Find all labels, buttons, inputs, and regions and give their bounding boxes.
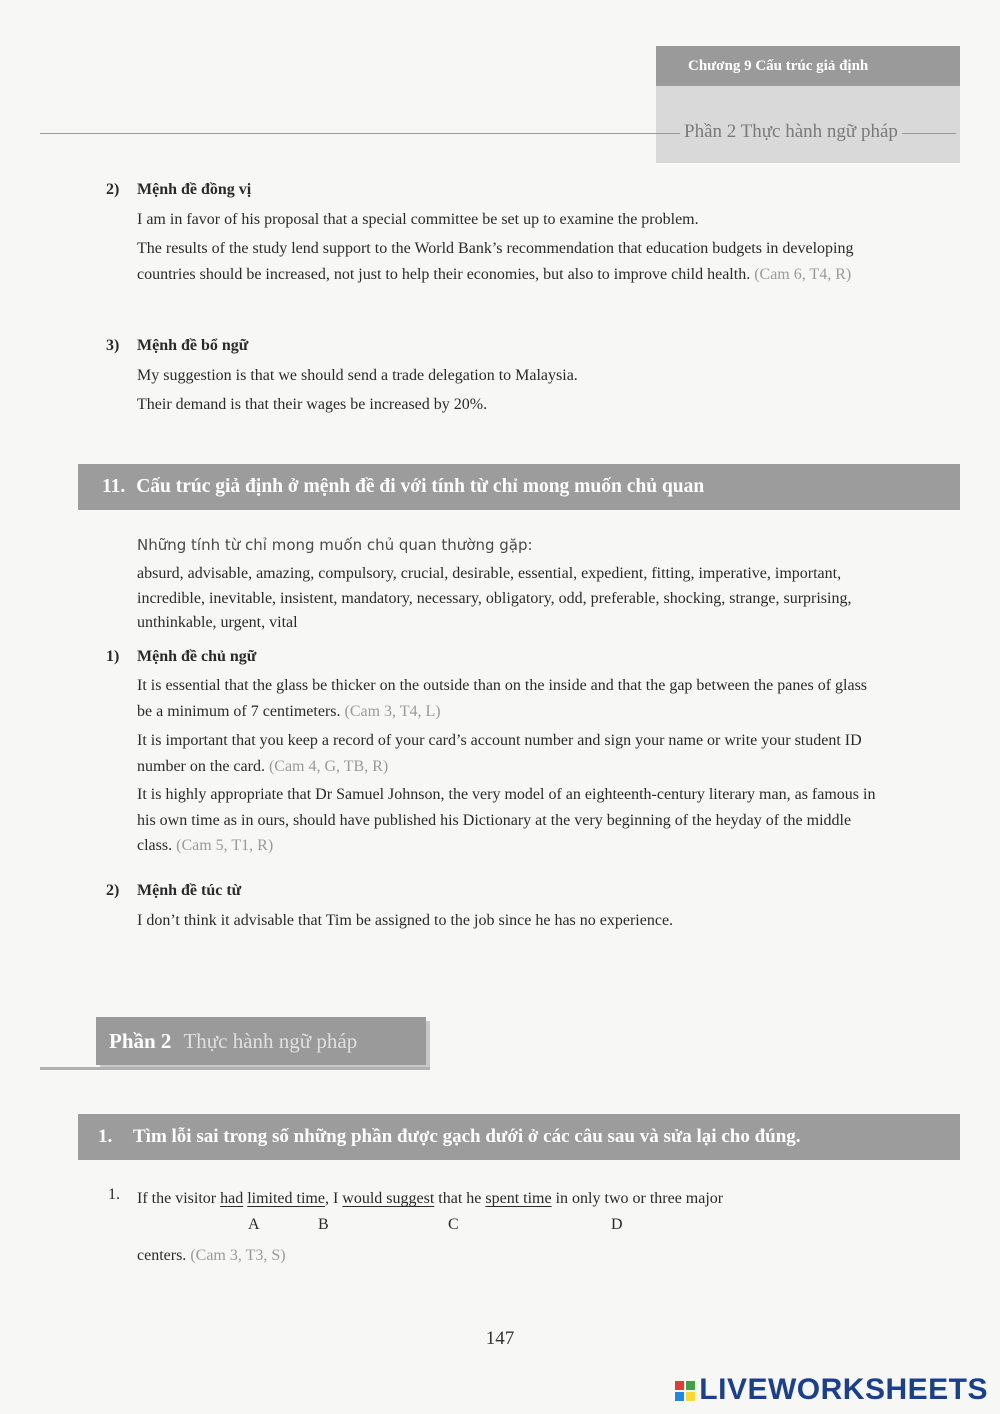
source-citation: (Cam 3, T4, L) — [344, 702, 441, 720]
example-text: It is highly appropriate that Dr Samuel Johnson, the very model of an eighteenth-century literary man, as famous in his own time as in ours, should have published his Dictionary at the very beginning of the heyday of the middle class. — [137, 786, 876, 854]
item-number: 3) — [106, 337, 120, 354]
exercise-number: 1. — [98, 1126, 113, 1147]
item-number: 2) — [106, 882, 120, 899]
subsection-title: Mệnh đề chủ ngữ — [137, 648, 257, 665]
part-label: Phần 2 — [109, 1029, 172, 1053]
example-text: The results of the study lend support to the World Bank’s recommendation that education budgets in developing countries should be increased, not just to help their economies, but also to improve child health. — [137, 240, 854, 283]
example-text: It is essential that the glass be thicker on the outside than on the inside and that the gap between the panes of glass be a minimum of 7 centimeters. — [137, 677, 868, 720]
chapter-label: Chương 9 Cấu trúc giả định — [656, 46, 960, 86]
section-title: Cấu trúc giả định ở mệnh đề đi với tính từ chỉ mong muốn chủ quan — [136, 476, 705, 497]
example-sentence: Their demand is that their wages be increased by 20%. — [137, 396, 488, 413]
option-c-underlined: would suggest — [342, 1190, 435, 1207]
header-part-label: Phần 2 Thực hành ngữ pháp — [680, 117, 902, 147]
question-text: , I — [324, 1190, 343, 1207]
example-text: It is important that you keep a record of your card’s account number and sign your name or write your student ID number on the card. — [137, 732, 862, 775]
option-d-underlined: spent time — [485, 1190, 552, 1207]
exercise-bar — [78, 1114, 960, 1160]
adjective-intro: Những tính từ chỉ mong muốn chủ quan thường gặp: — [137, 536, 533, 554]
question-text: centers. — [137, 1247, 187, 1264]
liveworksheets-logo — [675, 1373, 988, 1407]
example-paragraph — [137, 673, 882, 724]
source-citation: (Cam 3, T3, S) — [190, 1247, 286, 1264]
question-sentence — [137, 1186, 882, 1212]
question-line-2 — [137, 1243, 882, 1269]
option-letter-d: D — [611, 1216, 623, 1233]
subsection-title: Mệnh đề đồng vị — [137, 181, 252, 198]
source-citation: (Cam 6, T4, R) — [754, 265, 852, 283]
exercise-title: Tìm lỗi sai trong số những phần được gạch dưới ở các câu sau và sửa lại cho đúng. — [133, 1126, 801, 1147]
source-citation: (Cam 4, G, TB, R) — [268, 757, 389, 775]
section-bar — [78, 464, 960, 510]
example-paragraph — [137, 782, 882, 859]
question-text: in only two or three major — [551, 1190, 724, 1207]
question-text: that he — [434, 1190, 486, 1207]
part-tab — [96, 1017, 426, 1065]
part-title: Thực hành ngữ pháp — [183, 1029, 358, 1053]
logo-grid-icon — [675, 1381, 695, 1401]
option-letter-c: C — [448, 1216, 459, 1233]
option-letter-a: A — [248, 1216, 260, 1233]
item-number: 2) — [106, 181, 120, 198]
option-b-underlined: limited time — [247, 1190, 325, 1207]
question-text: If the visitor — [137, 1190, 221, 1207]
logo-text: LIVEWORKSHEETS — [699, 1373, 988, 1406]
source-citation: (Cam 5, T1, R) — [176, 837, 274, 854]
subsection-title: Mệnh đề bổ ngữ — [137, 337, 249, 354]
subsection-title: Mệnh đề túc từ — [137, 882, 242, 899]
question-number: 1. — [108, 1186, 120, 1203]
page-number: 147 — [485, 1328, 515, 1349]
part-rule — [40, 1067, 430, 1070]
option-letter-b: B — [318, 1216, 329, 1233]
example-sentence: I don’t think it advisable that Tim be assigned to the job since he has no experience. — [137, 912, 674, 929]
option-a-underlined: had — [220, 1190, 244, 1207]
item-number: 1) — [106, 648, 120, 665]
section-number: 11. — [102, 476, 126, 497]
example-sentence: My suggestion is that we should send a trade delegation to Malaysia. — [137, 367, 578, 384]
adjective-list: absurd, advisable, amazing, compulsory, crucial, desirable, essential, expedient, fitting, imperative, important, incredible, inevitable, insistent, mandatory, necessary, obligatory, odd, preferable, shocking, strange, surprising, unthinkable, urgent, vital — [137, 565, 852, 631]
example-paragraph — [137, 728, 882, 779]
example-paragraph — [137, 236, 882, 287]
example-sentence: I am in favor of his proposal that a special committee be set up to examine the problem. — [137, 211, 699, 228]
